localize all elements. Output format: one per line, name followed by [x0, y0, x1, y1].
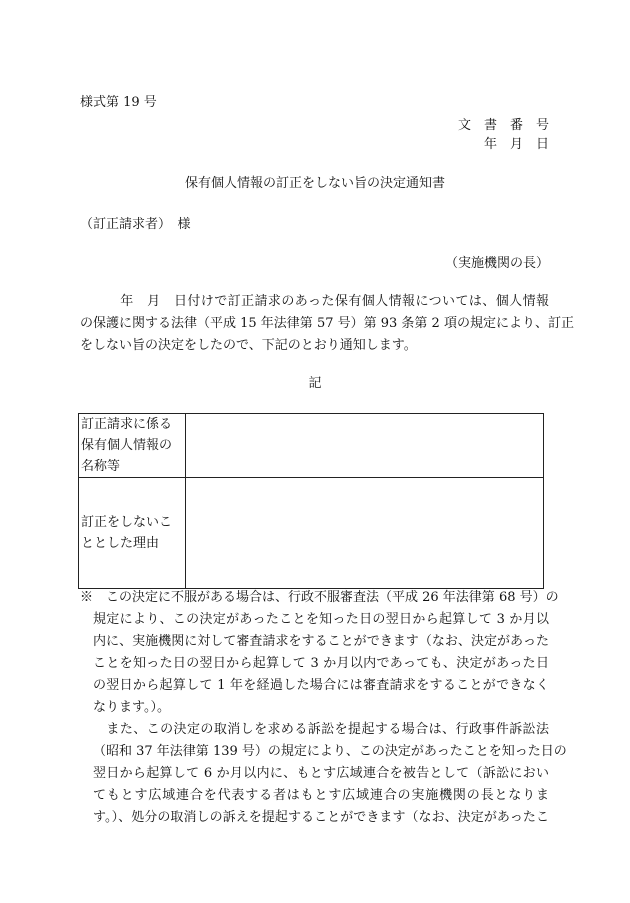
body-line: 年 月 日付けで訂正請求のあった保有個人情報については、個人情報 — [80, 294, 549, 309]
note-line: （昭和 37 年法律第 139 号）の規定により、この決定があったことを知った日の — [93, 744, 567, 759]
detail-table — [78, 413, 544, 589]
note-line: の翌日から起算して 1 年を経過した場合には審査請求をすることができなく — [93, 678, 549, 693]
table-row — [79, 478, 544, 589]
body-line: をしない旨の決定をしたので、下記のとおり通知します。 — [80, 338, 417, 353]
table-header-line: 保有個人情報の — [81, 438, 173, 453]
note-line: 翌日から起算して 6 か月以内に、もとす広域連合を被告として（訴訟におい — [93, 766, 549, 781]
ki-heading: 記 — [308, 376, 322, 391]
body-line: の保護に関する法律（平成 15 年法律第 57 号）第 93 条第 2 項の規定により、訂正 — [80, 316, 574, 331]
table-value-cell — [186, 478, 544, 589]
table-header-cell — [79, 414, 186, 478]
note-line: す。）、処分の取消しの訴えを提起することができます（なお、決定があったこ — [93, 810, 549, 825]
note-line: 内に、実施機関に対して審査請求をすることができます（なお、決定があった — [93, 634, 549, 649]
addressee: （訂正請求者） 様 — [80, 217, 191, 232]
table-header-line: 名称等 — [81, 459, 121, 474]
note-line: てもとす広域連合を代表する者はもとす広域連合の実施機関の長となりま — [93, 788, 549, 803]
note-line: また、この決定の取消しを求める訴訟を提起する場合は、行政事件訴訟法 — [93, 722, 549, 737]
form-number: 様式第 19 号 — [80, 95, 157, 110]
table-row — [79, 414, 544, 478]
date-label: 年 月 日 — [483, 137, 549, 152]
sender: （実施機関の長） — [444, 256, 549, 271]
note-line: 規定により、この決定があったことを知った日の翌日から起算して 3 か月以 — [93, 612, 549, 627]
note-line: なります。）。 — [93, 700, 170, 715]
table-header-line: 訂正をしないこ — [81, 515, 173, 530]
document-number-label: 文 書 番 号 — [457, 118, 549, 133]
table-value-cell — [186, 414, 544, 478]
document-title: 保有個人情報の訂正をしない旨の決定通知書 — [184, 176, 445, 191]
table-header-cell — [79, 478, 186, 589]
note-line: ことを知った日の翌日から起算して 3 か月以内であっても、決定があった日 — [93, 656, 549, 671]
note-line: ※ この決定に不服がある場合は、行政不服審査法（平成 26 年法律第 68 号）の — [80, 590, 559, 605]
table-header-line: 訂正請求に係る — [81, 417, 173, 432]
body-paragraph — [80, 291, 574, 357]
table-header-line: ととした理由 — [81, 536, 160, 551]
notes-section — [80, 587, 567, 829]
